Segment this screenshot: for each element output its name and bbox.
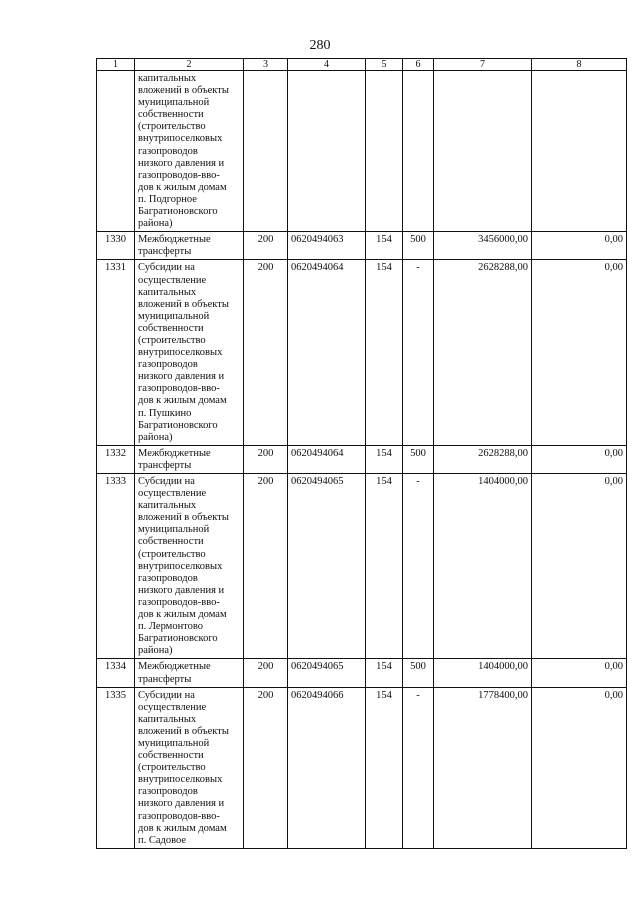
row-number: 1333 [97,474,135,659]
column-header: 8 [532,59,627,71]
page-number: 280 [309,38,331,53]
row-code-6: 500 [403,445,434,473]
row-code-6: 500 [403,232,434,260]
table-row [97,445,627,473]
row-name: Субсидии на осуществление капитальных вложений в объекты муниципальной собственности (строительство внутрипоселковых газопроводов низкого давления и газопроводов-вво- дов к жилым домам п. Садовое [135,687,244,848]
row-amount-8: 0,00 [532,474,627,659]
table-row [97,659,627,687]
table-row [97,232,627,260]
row-code-3: 200 [244,232,288,260]
row-number: 1330 [97,232,135,260]
row-code-3: 200 [244,260,288,445]
row-code-4: 0620494064 [288,260,366,445]
row-name: Межбюджетные трансферты [135,659,244,687]
row-code-3: 200 [244,687,288,848]
table-row [97,687,627,848]
row-amount-7: 1404000,00 [434,659,532,687]
row-number [97,71,135,232]
row-amount-8: 0,00 [532,659,627,687]
row-code-5: 154 [366,687,403,848]
row-amount-7 [434,71,532,232]
row-amount-7: 1778400,00 [434,687,532,848]
budget-table [96,58,627,849]
row-code-5: 154 [366,659,403,687]
column-header: 3 [244,59,288,71]
row-amount-7: 2628288,00 [434,260,532,445]
row-code-6: - [403,687,434,848]
column-header: 6 [403,59,434,71]
row-amount-7: 1404000,00 [434,474,532,659]
row-code-6: 500 [403,659,434,687]
column-header: 2 [135,59,244,71]
header-row [97,59,627,71]
row-number: 1334 [97,659,135,687]
row-code-4 [288,71,366,232]
row-code-4: 0620494066 [288,687,366,848]
row-code-6 [403,71,434,232]
table-row [97,474,627,659]
row-code-5: 154 [366,445,403,473]
column-header: 4 [288,59,366,71]
row-code-5: 154 [366,232,403,260]
row-code-3 [244,71,288,232]
row-code-4: 0620494065 [288,474,366,659]
column-header: 1 [97,59,135,71]
row-code-4: 0620494065 [288,659,366,687]
row-code-3: 200 [244,474,288,659]
row-name: Межбюджетные трансферты [135,232,244,260]
row-code-3: 200 [244,445,288,473]
row-name: капитальных вложений в объекты муниципальной собственности (строительство внутрипоселковых газопроводов низкого давления и газопроводов-вво- дов к жилым домам п. Подгорное Багратионовского района) [135,71,244,232]
row-code-6: - [403,260,434,445]
row-code-5: 154 [366,260,403,445]
row-number: 1331 [97,260,135,445]
row-number: 1332 [97,445,135,473]
row-amount-8: 0,00 [532,260,627,445]
row-name: Межбюджетные трансферты [135,445,244,473]
column-header: 7 [434,59,532,71]
row-code-3: 200 [244,659,288,687]
row-amount-8: 0,00 [532,687,627,848]
row-amount-8 [532,71,627,232]
row-code-5 [366,71,403,232]
row-code-5: 154 [366,474,403,659]
row-amount-8: 0,00 [532,232,627,260]
row-code-4: 0620494064 [288,445,366,473]
row-amount-7: 2628288,00 [434,445,532,473]
row-amount-7: 3456000,00 [434,232,532,260]
column-header: 5 [366,59,403,71]
row-amount-8: 0,00 [532,445,627,473]
row-name: Субсидии на осуществление капитальных вложений в объекты муниципальной собственности (строительство внутрипоселковых газопроводов низкого давления и газопроводов-вво- дов к жилым домам п. Лермонтово Багратионовского района) [135,474,244,659]
row-code-6: - [403,474,434,659]
row-code-4: 0620494063 [288,232,366,260]
table-row [97,260,627,445]
table-row [97,71,627,232]
row-number: 1335 [97,687,135,848]
row-name: Субсидии на осуществление капитальных вложений в объекты муниципальной собственности (строительство внутрипоселковых газопроводов низкого давления и газопроводов-вво- дов к жилым домам п. Пушкино Багратионовского района) [135,260,244,445]
